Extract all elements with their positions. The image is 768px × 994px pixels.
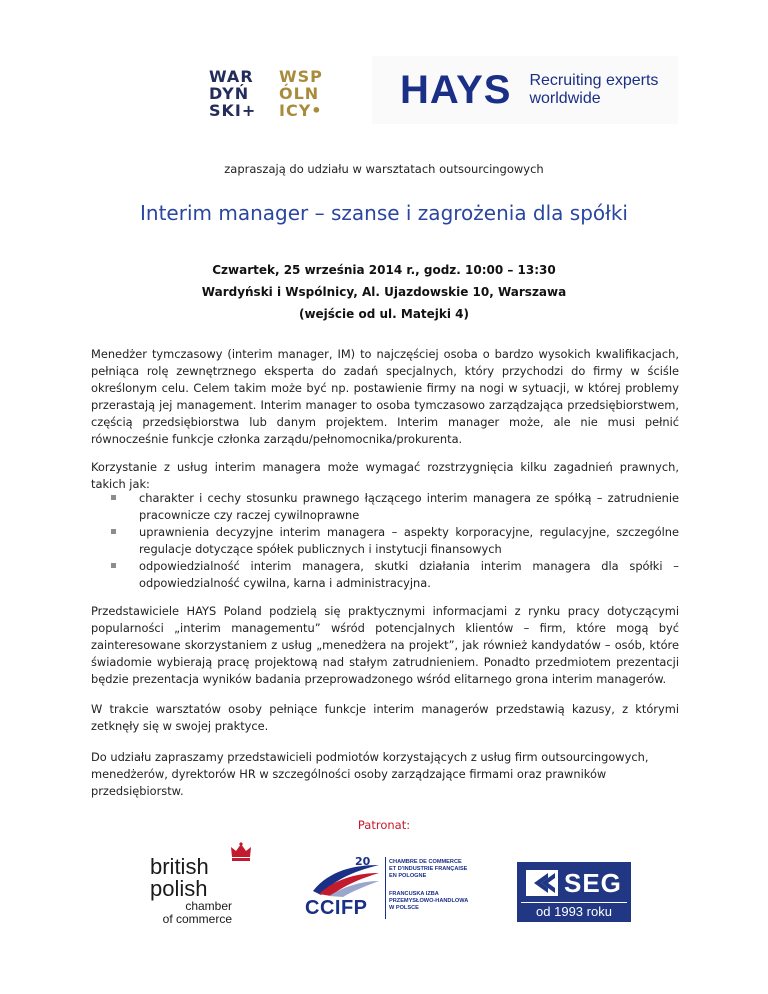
ccifp-french-name: CHAMBRE DE COMMERCE ET D'INDUSTRIE FRANÇAISE EN POLOGNE [389, 859, 468, 879]
event-venue: Wardyński i Wspólnicy, Al. Ujazdowskie 10, Warszawa [201, 285, 567, 299]
seg-wordmark: SEG [564, 868, 622, 898]
ccifp-polish-name: FRANCUSKA IZBA PRZEMYSŁOWO-HANDLOWA W POLSCE [389, 891, 469, 911]
bullet-square-icon [111, 529, 116, 534]
ccifp-logo [303, 855, 473, 925]
hays-tagline: Recruiting experts worldwide [529, 72, 659, 107]
intro-paragraph: Menedżer tymczasowy (interim manager, IM) to najczęściej osoba o bardzo wysokich kwalifikacjach, pełniąca rolę zewnętrznego eksperta do zadań specjalnych, który przychodzi do firmy w ściśle określonym celu. Celem takim może być np. postawienie firmy na nogi w sytuacji, w której problemy przerastają jej management. Interim manager to osoba tymczasowo zarządzająca przedsiębiorstwem, częścią przedsiębiorstwa lub danym projektem. Interim manager może, ale nie musi pełnić równocześnie funkcje członka zarządu/pełnomocnika/prokurenta. [91, 347, 679, 446]
list-item: odpowiedzialność interim managera, skutki działania interim managera dla spółki – odpowiedzialność cywilna, karna i administracyjna. [91, 558, 679, 592]
bpcc-logo: british polish chamber of commerce [150, 842, 260, 932]
event-details [0, 259, 768, 325]
event-title: Interim manager – szanse i zagrożenia dla spółki [140, 201, 628, 225]
invite-line: zapraszają do udziału w warsztatach outsourcingowych [224, 162, 544, 176]
list-item: charakter i cechy stosunku prawnego łączącego interim managera ze spółką – zatrudnienie pracownicze czy raczej cywilnoprawne [91, 490, 679, 524]
ccifp-anniversary: 20 [355, 855, 371, 868]
hays-logo [372, 56, 678, 124]
event-entrance: (wejście od ul. Matejki 4) [298, 307, 470, 321]
bullet-square-icon [111, 495, 116, 500]
list-item: uprawnienia decyzyjne interim managera – aspekty korporacyjne, regulacyjne, szczególne regulacje dotyczące spółek publicznych i instytucji finansowych [91, 524, 679, 558]
hays-paragraph: Przedstawiciele HAYS Poland podzielą się praktycznymi informacjami z rynku pracy dotyczącymi popularności „interim managementu” wśród potencjalnych klientów – firm, które mogą być zainteresowane skorzystaniem z usług „menedżera na projekt”, jak również kandydatów – osób, które świadomie wybierają pracę projektową nad stałym zatrudnieniem. Ponadto przedmiotem prezentacji będzie prezentacja wyników badania przeprowadzonego wśród elitarnego grona interim managerów. [91, 604, 679, 686]
ccifp-divider [385, 857, 386, 919]
hays-wordmark: HAYS [400, 68, 512, 112]
lead-paragraph: Korzystanie z usług interim managera może wymagać rozstrzygnięcia kilku zagadnień prawnych, takich jak: [91, 460, 679, 491]
wardynski-logo: WAR WSP DYŃ ÓLN SKI+ ICY• [209, 67, 323, 120]
seg-logo [517, 862, 631, 922]
seg-divider [521, 902, 627, 903]
patronat-heading: Patronat: [357, 818, 411, 832]
audience-paragraph: Do udziału zapraszamy przedstawicieli podmiotów korzystających z usług firm outsourcingowych, menedżerów, dyrektorów HR w szczególności osoby zarządzające firmami oraz prawników przedsiębiorstw. [91, 750, 649, 798]
crown-icon [230, 842, 252, 862]
seg-year: od 1993 roku [536, 904, 612, 919]
ccifp-wordmark: CCIFP [305, 897, 368, 919]
bullet-square-icon [111, 563, 116, 568]
workshop-paragraph: W trakcie warsztatów osoby pełniące funkcje interim managerów przedstawią kazusy, z którymi zetknęły się w swojej praktyce. [91, 702, 679, 733]
event-date: Czwartek, 25 września 2014 r., godz. 10:00 – 13:30 [212, 263, 556, 277]
issues-list [91, 490, 679, 592]
